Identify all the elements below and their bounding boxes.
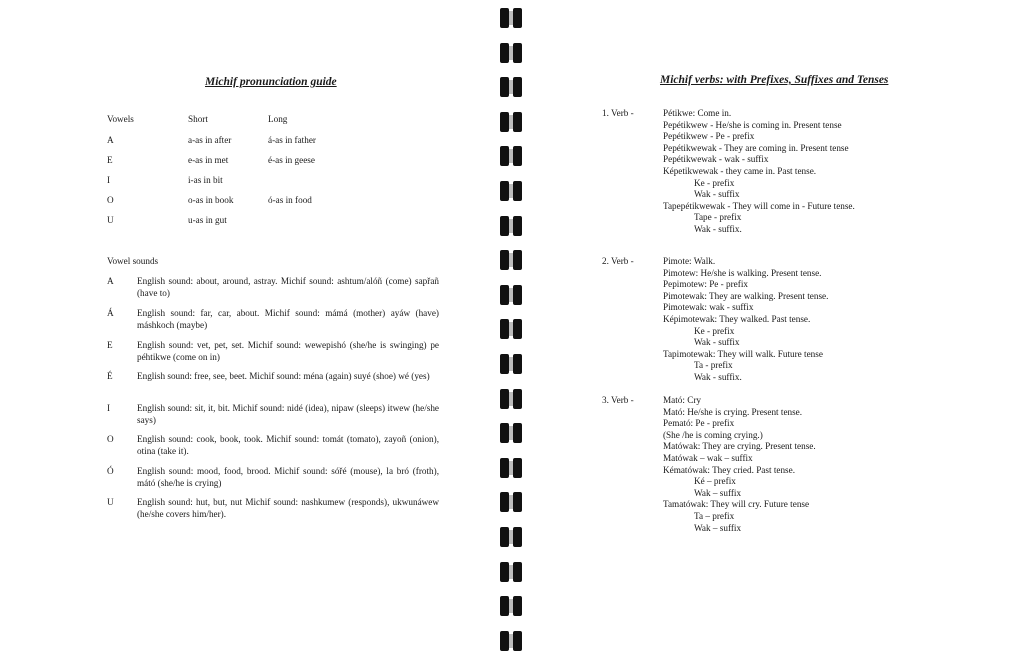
binding-coil (500, 354, 526, 374)
short-column-header: Short (188, 114, 208, 124)
verb-line: Pétikwe: Come in. (663, 108, 732, 118)
vowel-short: i-as in bit (188, 175, 223, 185)
binding-coil (500, 43, 526, 63)
sound-letter: O (107, 434, 114, 444)
sound-description: English sound: mood, food, brood. Michif sound: sóřé (mouse), la bró (froth), mátó (she/he is crying) (137, 466, 439, 488)
verb-line: Tapepétikwewak - They will come in - Future tense. (663, 200, 855, 211)
verb-line: Tamatówak: They will cry. Future tense (663, 499, 810, 510)
binding-coil (500, 285, 526, 305)
binding-coil (500, 458, 526, 478)
vowel-short: o-as in book (188, 195, 234, 205)
binding-coil (500, 492, 526, 512)
verb-label: 2. Verb - (602, 256, 634, 266)
sound-description: English sound: far, car, about. Michif sound: mámá (mother) ayáw (have) máshkoch (maybe) (137, 308, 439, 330)
verb-line: Pepétikwewak - They are coming in. Present tense (663, 142, 849, 153)
verb-line: Tapimotewak: They will walk. Future tense (663, 348, 823, 359)
verb-line: Pepimotew: Pe - prefix (663, 279, 748, 290)
verb-line: Képetikwewak - they came in. Past tense. (663, 166, 817, 176)
sound-letter: A (107, 276, 114, 286)
binding-coil (500, 527, 526, 547)
spiral-binding (496, 0, 530, 663)
sound-description: English sound: free, see, beet. Michif sound: ména (again) suyé (shoe) wé (yes) (137, 371, 430, 381)
binding-coil (500, 631, 526, 651)
long-column-header: Long (268, 114, 288, 124)
sound-description: English sound: sit, it, bit. Michif sound: nidé (idea), nipaw (sleeps) itwew (he/she says) (137, 403, 439, 425)
binding-coil (500, 423, 526, 443)
verbs-title: Michif verbs: with Prefixes, Suffixes and Tenses (660, 74, 889, 86)
vowel-long: á-as in father (268, 135, 316, 145)
verb-line: Pepétikwew - Pe - prefix (663, 131, 755, 142)
verb-line: Ta – prefix (694, 511, 735, 521)
verb-line: Wak - suffix (694, 337, 740, 348)
binding-coil (500, 389, 526, 409)
sound-description: English sound: about, around, astray. Michif sound: ashtum/alóñ (come) sapřañ (have to) (137, 276, 439, 298)
verb-line: Pimote: Walk. (663, 256, 716, 266)
binding-coil (500, 146, 526, 166)
verb-line: Pepétikwew - He/she is coming in. Present tense (663, 119, 842, 130)
verb-line: Wak – suffix (694, 522, 742, 533)
vowel-letter: A (107, 135, 114, 145)
vowel-letter: U (107, 215, 114, 225)
pronunciation-guide-title: Michif pronunciation guide (205, 76, 337, 88)
binding-coil (500, 112, 526, 132)
verb-line: Kématówak: They cried. Past tense. (663, 464, 795, 475)
left-page (0, 0, 498, 663)
binding-coil (500, 181, 526, 201)
vowel-short: a-as in after (188, 135, 232, 145)
binding-coil (500, 319, 526, 339)
vowel-long: ó-as in food (268, 195, 312, 205)
verb-line: Mató: He/she is crying. Present tense. (663, 406, 803, 417)
vowel-short: e-as in met (188, 155, 229, 165)
sound-letter: E (107, 340, 113, 350)
binding-coil (500, 216, 526, 236)
sound-description: English sound: cook, book, took. Michif sound: tomát (tomato), zayoñ (onion), otina (take it). (137, 434, 439, 456)
verb-line: Ta - prefix (694, 360, 733, 371)
verb-line: Mató: Cry (663, 395, 702, 405)
verb-line: Matówak – wak – suffix (663, 453, 753, 463)
verb-line: Wak - suffix (694, 189, 740, 200)
verb-line: Pimotew: He/she is walking. Present tense. (663, 267, 822, 278)
verb-line: Pepétikwewak - wak - suffix (663, 154, 769, 165)
binding-coil (500, 250, 526, 270)
binding-coil (500, 596, 526, 616)
verb-line: Ké – prefix (694, 476, 736, 487)
verb-line: Wak - suffix. (694, 372, 742, 382)
right-page (528, 0, 1024, 663)
sound-letter: Ó (107, 466, 114, 476)
sound-description: English sound: vet, pet, set. Michif sound: wewepishó (she/he is swinging) pe péhtikwe (come on in) (137, 340, 439, 362)
vowel-long: é-as in geese (268, 155, 315, 165)
verb-line: Wak - suffix. (694, 224, 742, 234)
vowel-letter: O (107, 195, 114, 205)
vowel-short: u-as in gut (188, 215, 227, 225)
verb-line: Pemató: Pe - prefix (663, 418, 735, 429)
vowel-sounds-heading: Vowel sounds (107, 256, 159, 266)
binding-coil (500, 8, 526, 28)
binding-coil (500, 77, 526, 97)
verb-line: Ke - prefix (694, 325, 735, 336)
vowel-letter: I (107, 175, 111, 185)
verb-line: Ke - prefix (694, 177, 735, 188)
sound-letter: É (107, 371, 113, 381)
verb-label: 1. Verb - (602, 108, 634, 118)
verb-line: (She /he is coming crying.) (663, 429, 763, 440)
verb-line: Képimotewak: They walked. Past tense. (663, 314, 811, 324)
sound-letter: U (107, 497, 114, 507)
verb-line: Tape - prefix (694, 212, 742, 223)
sound-letter: Á (107, 308, 114, 318)
verb-line: Matówak: They are crying. Present tense. (663, 441, 816, 452)
sound-description: English sound: hut, but, nut Michif sound: nashkumew (responds), ukwunáwew (he/she covers him/her). (137, 497, 439, 519)
sound-letter: I (107, 403, 111, 413)
verb-label: 3. Verb - (602, 395, 634, 405)
verb-line: Pimotewak: They are walking. Present tense. (663, 290, 829, 301)
vowels-column-header: Vowels (107, 114, 134, 124)
verb-line: Wak – suffix (694, 487, 742, 498)
binding-coil (500, 562, 526, 582)
verb-line: Pimotewak: wak - suffix (663, 302, 754, 313)
vowel-letter: E (107, 155, 113, 165)
